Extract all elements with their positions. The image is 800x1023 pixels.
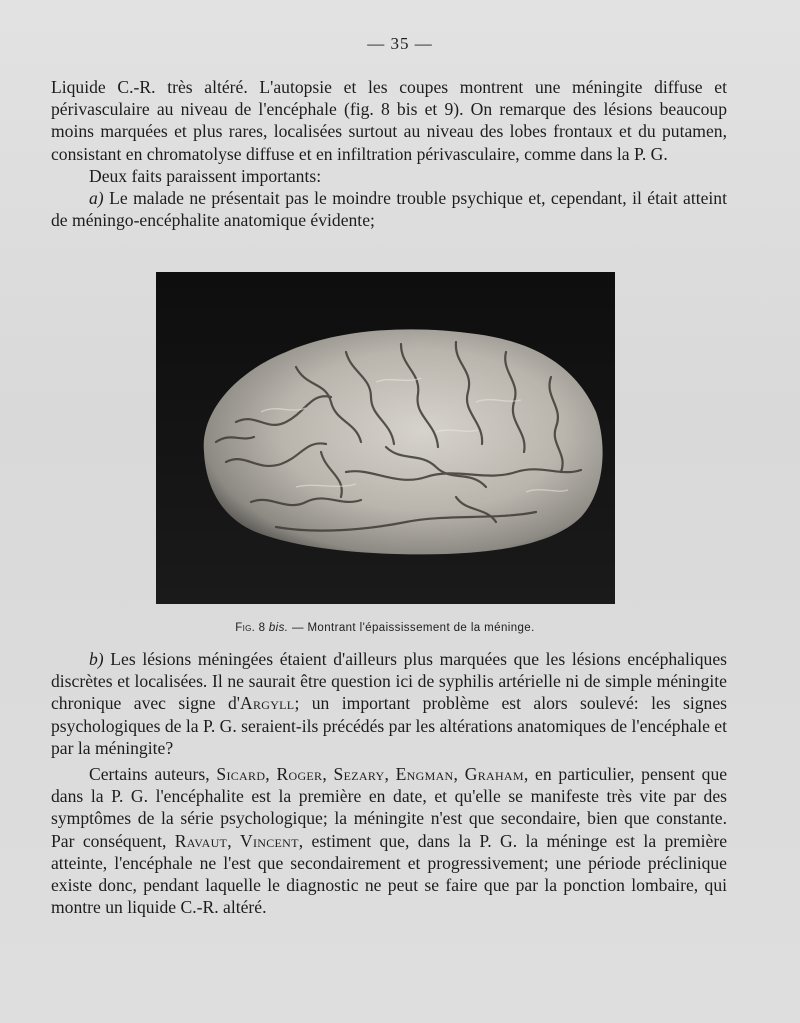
brain-photograph (156, 272, 615, 604)
sep-4: , (453, 764, 465, 785)
paragraph-autopsy: Liquide C.-R. très altéré. L'autopsie et les coupes montrent une méningite diffuse et périvasculaire au niveau de l'encéphale (fig. 8 bis et 9). On remarque des lésions beaucoup moins marquées et plus rares, localisées surtout au niveau des lobes frontaux et du putamen, consistant en chromatolyse diffuse et en infiltration périvasculaire, comme dans la P. G. (51, 77, 727, 164)
paragraph-point-b (51, 648, 727, 759)
sep-3: , (384, 764, 396, 785)
author-vincent: Vincent (239, 830, 299, 851)
paragraph-authors (51, 763, 727, 918)
page-number: — 35 — (367, 34, 433, 53)
authors-text-2: , estiment que, dans la P. G. la méninge est la première atteinte, l'encéphale ne l'est que secondairement et progressivement; une période préclinique existe donc, pendant laquelle le diagnostic ne peut se faire que par la ponction lombaire, qui montre un liquide C.-R. altéré. (51, 830, 728, 918)
author-sezary: Sezary (333, 764, 385, 785)
sep-5: , (227, 830, 240, 851)
figure-caption (0, 622, 770, 634)
paragraph-two-facts: Deux faits paraissent importants: (89, 165, 322, 186)
author-roger: Roger (276, 764, 323, 785)
authors-intro: Certains auteurs, (89, 764, 217, 785)
author-engman: Engman (395, 764, 454, 785)
sep-2: , (322, 764, 334, 785)
point-a-label: a) (89, 188, 104, 209)
caption-text: — Montrant l'épaississement de la méninge. (288, 622, 535, 634)
caption-bis: bis. (268, 622, 289, 634)
sep-1: , (265, 764, 277, 785)
point-b-text-1: Les lésions méningées étaient d'ailleurs plus marquées que les lésions encéphaliques discrètes et localisées. Il ne saurait être question ici de syphilis artérielle ni de simple méningite chronique avec signe d' (51, 649, 727, 714)
brain-image (156, 272, 615, 604)
point-b-label: b) (89, 649, 104, 669)
text-block-top (51, 76, 727, 231)
author-ravaut: Ravaut (174, 830, 228, 851)
authors-text-1: , en particulier, pensent que dans la P. G. l'encéphalite est la première en date, et qu'elle se manifeste très vite par des symptômes de la série psychologique; la méningite n'est que secondaire, bien que constante. Par conséquent, (51, 764, 728, 851)
author-sicard: Sicard (216, 764, 266, 785)
text-block-bottom (51, 648, 727, 918)
caption-prefix: Fig. 8 (235, 622, 269, 634)
point-b-text-2: ; un important problème est alors soulevé: les signes psychologiques de la P. G. seraient-ils précédés par les altérations anatomiques de l'encéphale et par la méningite? (51, 693, 728, 758)
author-argyll: Argyll (239, 693, 295, 714)
paragraph-point-a (51, 187, 727, 231)
point-a-text: Le malade ne présentait pas le moindre trouble psychique et, cependant, il était atteint de méningo-encéphalite anatomique évidente; (51, 188, 727, 231)
author-graham: Graham (464, 764, 524, 785)
